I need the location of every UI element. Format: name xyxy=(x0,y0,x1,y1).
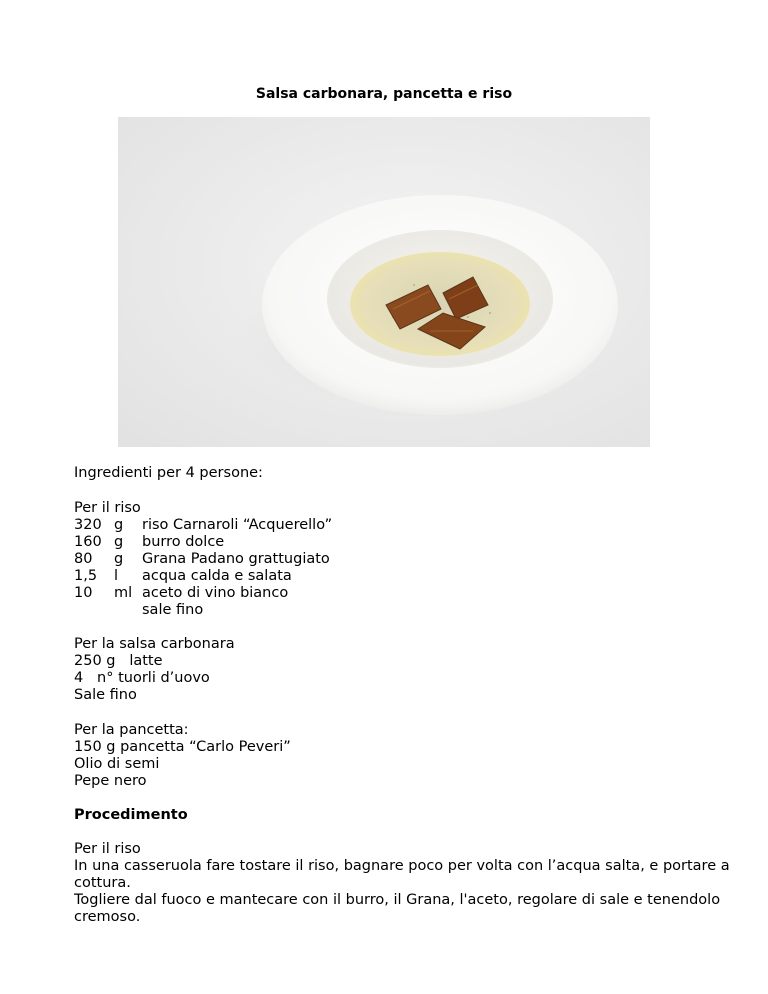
pancetta-line: 150 g pancetta “Carlo Peveri” xyxy=(74,739,291,755)
ingredient-unit: l xyxy=(114,568,119,584)
rice-ingredients xyxy=(74,500,332,619)
ingredient-row xyxy=(74,585,332,602)
ingredient-row xyxy=(74,517,332,534)
procedure-line: cremoso. xyxy=(74,909,141,925)
dish-photo xyxy=(118,117,650,447)
ingredient-name: acqua calda e salata xyxy=(142,568,292,584)
ingredient-row xyxy=(74,551,332,568)
recipe-title: Salsa carbonara, pancetta e riso xyxy=(255,86,513,102)
ingredient-qty: 160 xyxy=(74,534,102,550)
ingredient-unit: ml xyxy=(114,585,133,601)
ingredient-row xyxy=(74,602,332,619)
pancetta-line: Pepe nero xyxy=(74,773,147,789)
rice-heading: Per il riso xyxy=(74,500,141,516)
pancetta-line: Olio di semi xyxy=(74,756,160,772)
sauce-line: 250 g latte xyxy=(74,653,163,669)
ingredient-qty: 1,5 xyxy=(74,568,98,584)
ingredient-unit: g xyxy=(114,534,124,550)
procedure-sub-heading: Per il riso xyxy=(74,841,141,857)
ingredients-intro: Ingredienti per 4 persone: xyxy=(74,465,263,481)
ingredient-qty: 10 xyxy=(74,585,93,601)
ingredient-unit: g xyxy=(114,551,124,567)
pancetta-ingredients xyxy=(74,722,291,790)
ingredient-row xyxy=(74,568,332,585)
ingredient-unit: g xyxy=(114,517,124,533)
ingredient-row xyxy=(74,534,332,551)
pancetta-heading: Per la pancetta: xyxy=(74,722,189,738)
ingredient-name: burro dolce xyxy=(142,534,225,550)
procedure-heading: Procedimento xyxy=(74,807,188,823)
ingredient-name: riso Carnaroli “Acquerello” xyxy=(142,517,333,533)
ingredient-qty: 80 xyxy=(74,551,93,567)
procedure-line: In una casseruola fare tostare il riso, bagnare poco per volta con l’acqua salta, e portare a xyxy=(74,858,730,874)
sauce-heading: Per la salsa carbonara xyxy=(74,636,235,652)
sauce-line: Sale fino xyxy=(74,687,137,703)
ingredient-qty xyxy=(74,602,114,619)
ingredient-unit xyxy=(114,602,142,619)
procedure-line: Togliere dal fuoco e mantecare con il burro, il Grana, l'aceto, regolare di sale e tenendolo xyxy=(74,892,721,908)
ingredient-name: aceto di vino bianco xyxy=(142,585,289,601)
procedure-line: cottura. xyxy=(74,875,131,891)
procedure-text xyxy=(74,841,730,926)
ingredient-name: Grana Padano grattugiato xyxy=(142,551,330,567)
ingredient-name: sale fino xyxy=(142,602,204,618)
ingredient-qty: 320 xyxy=(74,517,102,533)
sauce-line: 4 n° tuorli d’uovo xyxy=(74,670,210,686)
sauce-ingredients xyxy=(74,636,235,704)
